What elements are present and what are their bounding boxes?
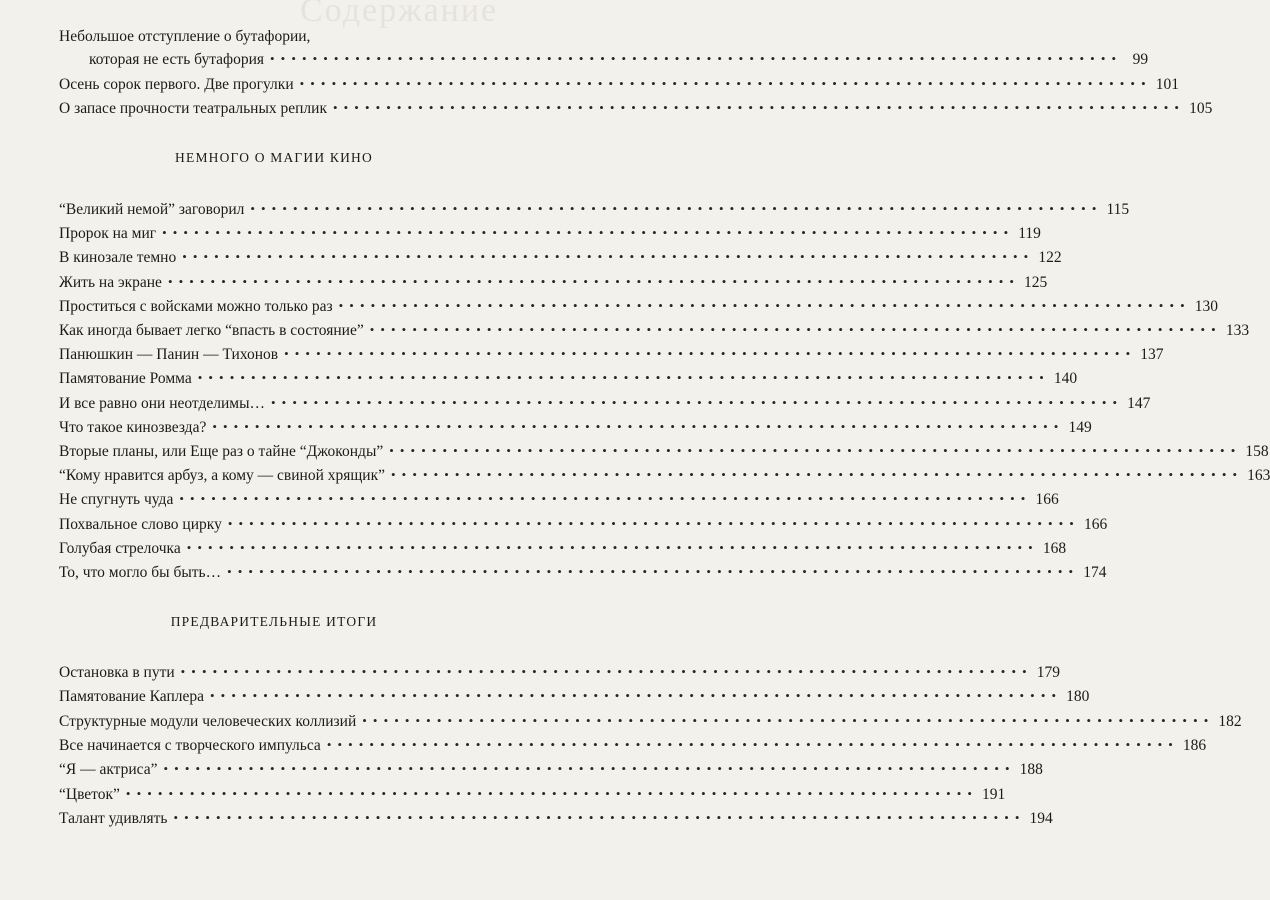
- leader-dots: ••••••••••••••••••••••••••••••••••••••••••••••••••••••••••••••••••••••••••••••••: [284, 346, 1137, 362]
- toc-entry[interactable]: [59, 394, 1151, 414]
- leader-dots: ••••••••••••••••••••••••••••••••••••••••••••••••••••••••••••••••••••••••••••••••: [227, 564, 1080, 579]
- leader-dots: ••••••••••••••••••••••••••••••••••••••••••••••••••••••••••••••••••••••••••••••••: [326, 736, 1179, 752]
- leader-dots: ••••••••••••••••••••••••••••••••••••••••••••••••••••••••••••••••••••••••••••••••: [173, 809, 1026, 825]
- toc-entry-title: Памятование Ромма: [59, 370, 192, 388]
- toc-page-number: 115: [1106, 201, 1130, 218]
- toc-entry-title: И все равно они неотделимы…: [59, 394, 266, 412]
- toc-page-number: 101: [1155, 76, 1179, 93]
- toc-entry[interactable]: [59, 297, 1219, 317]
- toc-entry[interactable]: [59, 442, 1269, 462]
- leader-dots: ••••••••••••••••••••••••••••••••••••••••••••••••••••••••••••••••••••••••••••••••: [391, 467, 1244, 483]
- leader-dots: ••••••••••••••••••••••••••••••••••••••••••••••••••••••••••••••••••••••••••••••••: [270, 51, 1123, 66]
- leader-dots: ••••••••••••••••••••••••••••••••••••••••••••••••••••••••••••••••••••••••••••••••: [389, 443, 1242, 458]
- toc-entry[interactable]: [59, 466, 1270, 486]
- toc-page-number: 149: [1068, 418, 1092, 436]
- toc-page-number: 140: [1053, 370, 1078, 388]
- toc-entry-title: Памятование Каплера: [59, 688, 205, 706]
- toc-entry[interactable]: [59, 687, 1090, 707]
- leader-dots: ••••••••••••••••••••••••••••••••••••••••••••••••••••••••••••••••••••••••••••••••: [163, 761, 1016, 777]
- toc-entry[interactable]: [59, 99, 1213, 119]
- toc-entry-title: Талант удивлять: [59, 809, 168, 827]
- toc-entry[interactable]: [59, 321, 1250, 341]
- toc-page-number: 168: [1042, 539, 1067, 557]
- leader-dots: ••••••••••••••••••••••••••••••••••••••••••••••••••••••••••••••••••••••••••••••••: [186, 539, 1039, 555]
- toc-page-number: 163: [1247, 467, 1270, 485]
- toc-entry[interactable]: [59, 663, 1060, 683]
- toc-entry-title: Пророк на миг: [59, 225, 157, 243]
- toc-page-number: 125: [1024, 273, 1048, 291]
- toc-entry[interactable]: [59, 539, 1067, 559]
- toc-entry-title: “Кому нравится арбуз, а кому — свиной хрящик”: [59, 467, 386, 485]
- ghost-header-bleedthrough: Содержание: [300, 0, 499, 29]
- toc-entry-title: Жить на экране: [59, 273, 162, 291]
- toc-page-number: 133: [1225, 322, 1250, 339]
- section-heading: ПРЕДВАРИТЕЛЬНЫЕ ИТОГИ: [170, 614, 378, 629]
- toc-entry-title: Что такое кинозвезда?: [59, 418, 207, 436]
- toc-entry-title: Осень сорок первого. Две прогулки: [59, 76, 294, 93]
- toc-entry-title: Панюшкин — Панин — Тихонов: [59, 346, 279, 364]
- toc-entry[interactable]: [59, 200, 1130, 220]
- leader-dots: ••••••••••••••••••••••••••••••••••••••••••••••••••••••••••••••••••••••••••••••••: [362, 712, 1215, 728]
- toc-page-number: 166: [1083, 515, 1108, 533]
- toc-entry-title: Голубая стрелочка: [59, 539, 181, 557]
- leader-dots: ••••••••••••••••••••••••••••••••••••••••••••••••••••••••••••••••••••••••••••••••: [182, 249, 1035, 265]
- toc-entry[interactable]: [59, 273, 1048, 293]
- leader-dots: ••••••••••••••••••••••••••••••••••••••••••••••••••••••••••••••••••••••••••••••••: [180, 664, 1033, 679]
- toc-entry-title: Все начинается с творческого импульса: [59, 736, 321, 754]
- toc-page-number: 188: [1019, 761, 1043, 779]
- toc-page-number: 186: [1182, 736, 1207, 754]
- toc-entry-title: Структурные модули человеческих коллизий: [59, 712, 357, 730]
- toc-entry-title: В кинозале темно: [59, 249, 177, 267]
- toc-entry-title: которая не есть бутафория: [89, 51, 265, 68]
- toc-page-number: 105: [1189, 100, 1213, 117]
- toc-page-number: 158: [1245, 443, 1269, 460]
- leader-dots: ••••••••••••••••••••••••••••••••••••••••••••••••••••••••••••••••••••••••••••••••: [250, 201, 1103, 216]
- toc-entry-title: “Цветок”: [59, 785, 120, 803]
- toc-entry[interactable]: [59, 224, 1041, 244]
- toc-entry[interactable]: [59, 418, 1092, 438]
- toc-entry[interactable]: [59, 563, 1107, 583]
- toc-page-number: 119: [1018, 225, 1041, 243]
- leader-dots: ••••••••••••••••••••••••••••••••••••••••••••••••••••••••••••••••••••••••••••••••: [271, 394, 1124, 410]
- toc-entry-title: О запасе прочности театральных реплик: [59, 100, 327, 117]
- toc-entry-title: Небольшое отступление о бутафории,: [59, 28, 311, 45]
- leader-dots: ••••••••••••••••••••••••••••••••••••••••••••••••••••••••••••••••••••••••••••••••: [125, 785, 979, 801]
- toc-entry-title: Вторые планы, или Еще раз о тайне “Джоконды”: [59, 443, 384, 460]
- toc-entry[interactable]: [59, 712, 1242, 732]
- toc-entry-title: Не спугнуть чуда: [59, 491, 174, 509]
- leader-dots: ••••••••••••••••••••••••••••••••••••••••••••••••••••••••••••••••••••••••••••••••: [210, 688, 1063, 704]
- leader-dots: ••••••••••••••••••••••••••••••••••••••••••••••••••••••••••••••••••••••••••••••••: [197, 370, 1050, 386]
- toc-page-number: 137: [1140, 346, 1164, 364]
- toc-entry-title: “Я — актриса”: [59, 761, 158, 779]
- toc-entry[interactable]: [59, 369, 1078, 389]
- toc-page-number: 166: [1035, 491, 1059, 509]
- leader-dots: ••••••••••••••••••••••••••••••••••••••••••••••••••••••••••••••••••••••••••••••••: [212, 418, 1065, 434]
- toc-entry[interactable]: [59, 75, 1179, 95]
- toc-entry[interactable]: [59, 490, 1059, 510]
- toc-page-number: 147: [1127, 394, 1151, 412]
- toc-page-number: 179: [1036, 664, 1060, 681]
- toc-entry[interactable]: [59, 248, 1062, 268]
- toc-entry-title: То, что могло бы быть…: [59, 564, 222, 581]
- leader-dots: ••••••••••••••••••••••••••••••••••••••••••••••••••••••••••••••••••••••••••••••••: [332, 100, 1186, 115]
- toc-entry-title: Похвальное слово цирку: [59, 515, 222, 533]
- toc-entry-title: Как иногда бывает легко “впасть в состояние”: [59, 322, 364, 339]
- toc-page-number: 182: [1218, 712, 1242, 730]
- toc-page-number: 99: [1132, 51, 1149, 68]
- leader-dots: ••••••••••••••••••••••••••••••••••••••••••••••••••••••••••••••••••••••••••••••••: [338, 297, 1191, 313]
- toc-page-number: 130: [1194, 297, 1219, 315]
- toc-page-number: 122: [1038, 249, 1062, 267]
- toc-page-number: 191: [982, 785, 1006, 803]
- toc-entry-title: Остановка в пути: [59, 664, 175, 681]
- toc-entry[interactable]: [59, 515, 1108, 535]
- leader-dots: ••••••••••••••••••••••••••••••••••••••••••••••••••••••••••••••••••••••••••••••••: [369, 322, 1222, 337]
- leader-dots: ••••••••••••••••••••••••••••••••••••••••••••••••••••••••••••••••••••••••••••••••: [179, 491, 1032, 507]
- toc-entry[interactable]: [59, 345, 1164, 365]
- toc-entry[interactable]: [59, 785, 1006, 805]
- toc-page-number: 194: [1029, 809, 1053, 827]
- toc-entry[interactable]: [59, 809, 1053, 829]
- leader-dots: ••••••••••••••••••••••••••••••••••••••••••••••••••••••••••••••••••••••••••••••••: [227, 515, 1080, 531]
- toc-page-number: 174: [1083, 564, 1107, 581]
- leader-dots: ••••••••••••••••••••••••••••••••••••••••••••••••••••••••••••••••••••••••••••••••: [162, 225, 1015, 241]
- toc-page-number: 180: [1066, 688, 1090, 706]
- toc-entry-title: Проститься с войсками можно только раз: [59, 297, 333, 315]
- toc-entry[interactable]: [59, 736, 1207, 756]
- leader-dots: ••••••••••••••••••••••••••••••••••••••••••••••••••••••••••••••••••••••••••••••••: [299, 76, 1152, 91]
- toc-entry[interactable]: [59, 760, 1043, 780]
- leader-dots: ••••••••••••••••••••••••••••••••••••••••••••••••••••••••••••••••••••••••••••••••: [167, 273, 1021, 289]
- toc-entry-line1: [59, 27, 310, 47]
- section-heading: НЕМНОГО О МАГИИ КИНО: [175, 150, 373, 165]
- toc-entry[interactable]: [89, 50, 1149, 70]
- toc-entry-title: “Великий немой” заговорил: [59, 201, 245, 218]
